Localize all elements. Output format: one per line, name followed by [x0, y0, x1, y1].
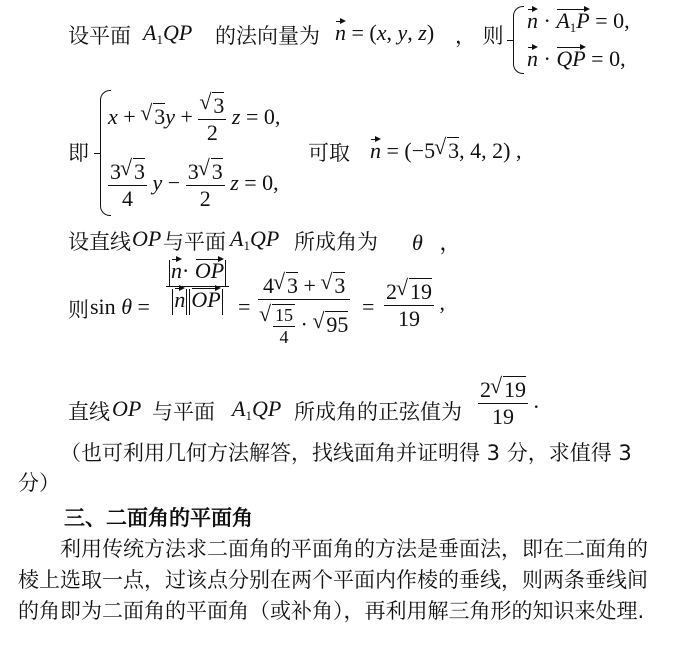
theta-1: θ ， [412, 230, 462, 255]
system-eq-2: $\frac{3√ 3}{4}$ y − $\frac{3√ 3}{2}$ z = 0, [108, 158, 279, 212]
line4-prefix: 则 [68, 298, 89, 322]
eq-n-qp: n · QP = 0, [527, 46, 626, 71]
note-paragraph: （也可利用几何方法解答，找线面角并证明得 3 分，求值得 3 分） [18, 441, 632, 495]
line3-text3: 所成角为 [294, 230, 378, 254]
sin-value: $\frac{2√ 19}{19}$ . [478, 376, 539, 430]
line-op-2: OP [112, 396, 142, 421]
line2-take: 可取 [308, 141, 350, 165]
eq-sign-2: = [362, 294, 375, 319]
brace-1 [513, 6, 524, 74]
normal-vector-def: n = (x, y, z) [335, 20, 435, 45]
line5-text1: 直线 [68, 400, 110, 424]
plane-name-1: $A_1QP$ [143, 20, 193, 47]
sin-theta: sin θ = [90, 294, 150, 319]
sin-fraction-2: 4√ 3 + √ 3 √ $\frac{15}{4}$ · √ 95 [258, 272, 350, 348]
sin-fraction-1: n · OP n OP [166, 258, 229, 315]
plane-name-2: $A_1QP$ [230, 226, 280, 253]
line1-mid: 的法向量为 [215, 24, 320, 48]
plane-name-3: $A_1QP$ [232, 396, 282, 423]
line5-text3: 所成角的正弦值为 [294, 400, 462, 424]
line1-prefix: 设平面 [68, 24, 131, 48]
section-body: 利用传统方法求二面角的平面角的方法是垂面法，即在二面角的棱上选取一点，过该点分别在两个平面内作棱的垂线，则两条垂线间的角即为二面角的平面角（或补角），再利用解三角形的知识来处理. [18, 537, 648, 623]
line1-then: ， 则 [455, 24, 504, 48]
normal-vector-value: n = (−5√ 3, 4, 2) , [370, 137, 521, 164]
sin-fraction-3: $\frac{2√ 19}{19}$ , [384, 278, 445, 332]
eq-n-a1p: n · $A_1P$ = 0, [527, 8, 630, 35]
section-title: 三、二面角的平面角 [64, 506, 253, 530]
line3-text1: 设直线 [68, 230, 131, 254]
line5-text2: 与平面 [152, 400, 215, 424]
system-eq-1: x + √ 3y + √ $\frac{3}{2}$ z = 0, [108, 92, 280, 146]
line-op-1: OP [132, 226, 162, 251]
eq-sign-1: = [238, 294, 251, 319]
line2-prefix: 即 [68, 141, 89, 165]
line3-text2: 与平面 [163, 230, 226, 254]
